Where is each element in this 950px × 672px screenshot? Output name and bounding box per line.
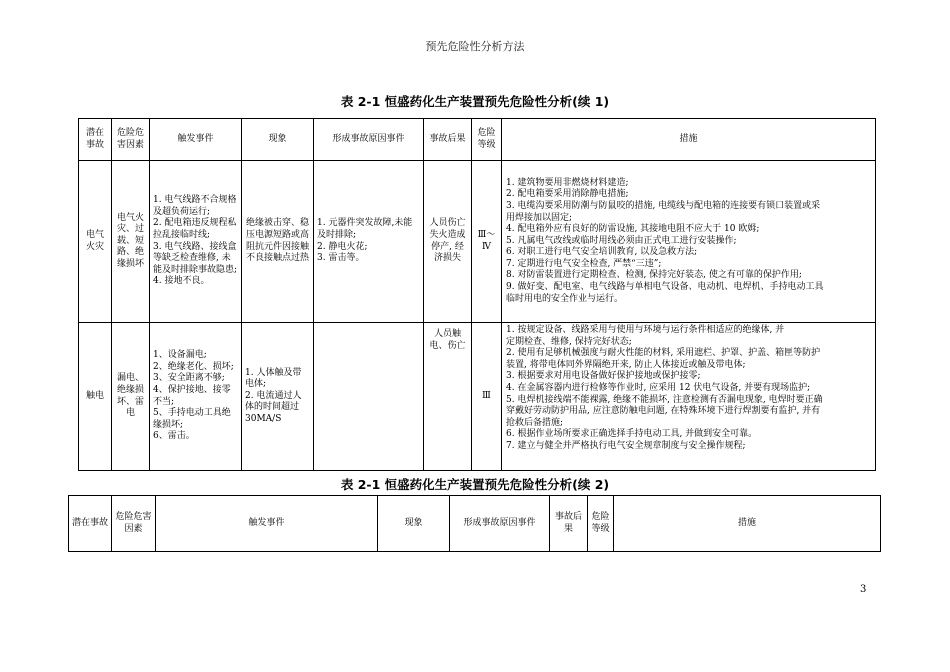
table-row (79, 161, 876, 323)
measures-cell (502, 161, 876, 323)
col-header-measures: 措施 (502, 119, 876, 161)
phenomenon-cell: 绝缘被击穿、稳压电源短路或高阻抗元件因接触不良接触点过热 (242, 161, 314, 323)
measure-line: 2. 使用有足够机械强度与耐火性能的材料, 采用遮栏、护罩、护盖、箱匣等防护 (506, 348, 821, 359)
measure-line: 装置, 将带电体同外界隔绝开来, 防止人体接近或触及带电体; (506, 359, 746, 370)
measure-line: 临时用电的安全作业与运行。 (506, 293, 624, 304)
level-cell: Ⅲ (472, 323, 502, 471)
measure-line: 7. 定期进行电气安全检查, 严禁“三违”; (506, 258, 662, 269)
trigger-item: 6、雷击。 (153, 431, 195, 442)
measure-line: 2. 配电箱要采用消除静电措施; (506, 189, 629, 200)
col-header-phenomenon: 现象 (242, 119, 314, 161)
measure-line: 3. 电缆沟要采用防潮与防鼠咬的措施, 电缆线与配电箱的连接要有锁口装置或采 (506, 200, 821, 211)
measure-line: 1. 建筑物要用非燃烧材料建造; (506, 177, 629, 188)
table2-caption: 表 2-1 恒盛药化生产装置预先危险性分析(续 2) (340, 477, 610, 492)
measure-line: 穿戴好劳动防护用品, 应注意防触电问题, 在特殊环境下进行焊割要有监护, 并有 (506, 406, 821, 417)
col-header-phenomenon: 现象 (378, 496, 450, 552)
page-header: 预先危险性分析方法 (425, 40, 525, 53)
cause-item: 1. 元器件突发故障,未能及时排除; (317, 218, 413, 240)
measure-line: 5. 电焊机接线端不能裸露, 绝缘不能损坏, 注意检测有否漏电现象, 电焊时要正确 (506, 394, 823, 405)
table2-header-row (69, 496, 881, 552)
measure-line: 抢救后备措施; (506, 417, 564, 428)
col-header-consequence: 事故后果 (550, 496, 588, 552)
page-number: 3 (860, 584, 867, 595)
col-header-factor: 危险危害因素 (112, 496, 156, 552)
col-header-level: 危险等级 (588, 496, 614, 552)
trigger-item: 1. 电气线路不合规格及超负荷运行; (153, 195, 237, 217)
measure-line: 7. 建立与健全并严格执行电气安全规章制度与安全操作规程; (506, 440, 746, 451)
table1-header-row (79, 119, 876, 161)
measure-line: 8. 对防雷装置进行定期检查、检测, 保持完好装态, 使之有可靠的保护作用; (506, 270, 802, 281)
accident-cell: 电气火灾 (79, 161, 112, 323)
measure-line: 5. 凡属电气改线或临时用线必须由正式电工进行安装操作; (506, 235, 737, 246)
measure-line: 3. 根据要求对用电设备做好保护接地或保护接零; (506, 371, 701, 382)
col-header-cause: 形成事故原因事件 (314, 119, 424, 161)
cause-item: 3. 雷击等。 (317, 253, 365, 264)
col-header-cause: 形成事故原因事件 (450, 496, 550, 552)
col-header-measures: 措施 (614, 496, 881, 552)
cause-cell (314, 161, 424, 323)
consequence-cell: 人员伤亡失火造成停产, 经济损失 (424, 161, 472, 323)
measure-line: 4. 在金属容器内进行检修等作业时, 应采用 12 伏电气设备, 并要有现场监护; (506, 382, 811, 393)
measure-line: 用焊接加以固定; (506, 212, 573, 223)
table2 (68, 495, 881, 552)
measure-line: 6. 根据作业场所要求正确选择手持电动工具, 并做到安全可靠。 (506, 429, 758, 440)
measure-line: 1. 按规定设备、线路采用与使用与环境与运行条件相适应的绝缘体, 并 (506, 325, 785, 335)
cause-cell (314, 323, 424, 471)
table1 (78, 118, 876, 471)
measure-line: 定期检查、维修, 保持完好状态; (506, 336, 632, 347)
measure-line: 9. 做好变、配电室、电气线路与单相电气设备、电动机、电焊机、手持电动工具 (506, 282, 824, 293)
trigger-item: 3. 电气线路、接线盒等缺乏检查维修, 未能及时排除事故隐患; (153, 241, 238, 275)
col-header-consequence: 事故后果 (424, 119, 472, 161)
factor-cell: 电气火灾、过载、短路、绝缘损坏 (112, 161, 150, 323)
measure-line: 6. 对职工进行电气安全培训教育, 以及急救方法; (506, 247, 698, 258)
col-header-level: 危险等级 (472, 119, 502, 161)
col-header-trigger: 触发事件 (156, 496, 378, 552)
trigger-item: 2、绝缘老化、损坏; (153, 361, 234, 372)
trigger-item: 5、手持电动工具绝缘损坏; (153, 408, 231, 430)
trigger-item: 4. 接地不良。 (153, 276, 210, 287)
factor-cell: 漏电、绝缘损坏、雷电 (112, 323, 150, 471)
col-header-factor: 危险危害因素 (112, 119, 150, 161)
trigger-cell (150, 323, 242, 471)
trigger-item: 3、安全距离不够; (153, 373, 225, 384)
trigger-item: 1、设备漏电; (153, 350, 207, 361)
table1-caption: 表 2-1 恒盛药化生产装置预先危险性分析(续 1) (340, 94, 610, 109)
trigger-item: 2. 配电箱违反规程私拉乱接临时线; (153, 218, 237, 240)
trigger-cell (150, 161, 242, 323)
trigger-item: 4、保护接地、接零不当; (153, 384, 231, 407)
measures-cell (502, 323, 876, 471)
table-row (79, 323, 876, 471)
measure-line: 4. 配电箱外应有良好的防雷设施, 其接地电阻不应大于 10 欧姆; (506, 224, 760, 235)
consequence-cell: 人员触电、伤亡 (424, 323, 472, 471)
cause-item: 2. 静电火花; (317, 241, 368, 252)
col-header-trigger: 触发事件 (150, 119, 242, 161)
level-cell: Ⅲ～Ⅳ (472, 161, 502, 323)
accident-cell: 触电 (79, 323, 112, 471)
col-header-accident: 潜在事故 (79, 119, 112, 161)
col-header-accident: 潜在事故 (69, 496, 112, 552)
phenomenon-cell: 1. 人体触及带电体; 2. 电流通过人体的时间超过 30MA/S (242, 323, 314, 471)
